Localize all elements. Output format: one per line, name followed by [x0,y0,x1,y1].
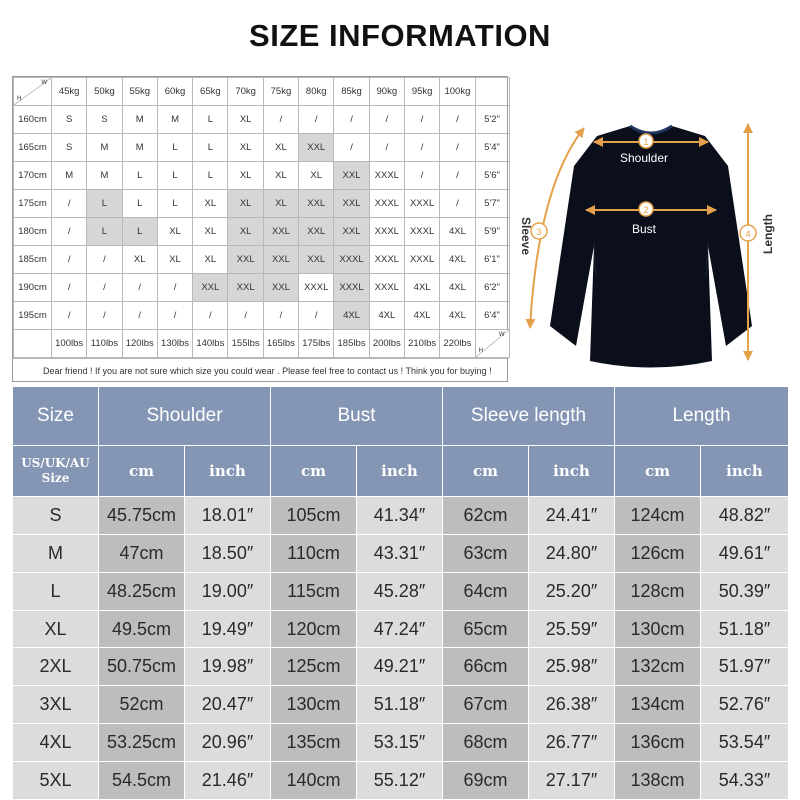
weight-lbs-footer: 100lbs [52,330,87,358]
chart-size-cell: / [263,302,298,330]
chart-size-cell: XXL [299,134,334,162]
chart-size-cell: M [122,106,157,134]
chart-size-cell: XXL [334,218,369,246]
chart-size-cell: XL [157,246,192,274]
chart-size-cell: L [157,134,192,162]
chart-size-cell: XXXL [369,218,404,246]
height-cm-label: 190cm [14,274,52,302]
chart-size-cell: / [87,246,122,274]
measurement-sleeve-cm: 66cm [443,648,529,686]
measurement-length-cm: 130cm [615,610,701,648]
measurement-length-cm: 134cm [615,686,701,724]
chart-size-cell: / [52,274,87,302]
size-row [13,572,789,610]
chart-size-cell: / [334,134,369,162]
weight-kg-header: 100kg [440,78,475,106]
height-cm-label: 160cm [14,106,52,134]
measurement-bust-cm: 110cm [271,534,357,572]
measurement-length-cm: 124cm [615,497,701,535]
unit-cm: cm [443,446,529,497]
measurement-sleeve-cm: 68cm [443,724,529,762]
height-ft-label: 5'2" [475,106,509,134]
chart-size-cell: XL [228,190,263,218]
measurement-shoulder-in: 20.47″ [185,686,271,724]
chart-size-cell: L [157,162,192,190]
chart-size-cell: / [87,274,122,302]
measurement-bust-in: 51.18″ [357,686,443,724]
chart-size-cell: / [87,302,122,330]
measurement-sleeve-in: 26.38″ [529,686,615,724]
size-row [13,497,789,535]
chart-size-cell: XL [228,162,263,190]
measurement-shoulder-cm: 48.25cm [99,572,185,610]
measurement-shoulder-in: 19.49″ [185,610,271,648]
chart-size-cell: 4XL [440,274,475,302]
chart-size-cell: XXL [228,246,263,274]
chart-row [14,274,510,302]
chart-header-row [14,78,510,106]
unit-inch: inch [701,446,789,497]
chart-header-blank [475,78,509,106]
chart-size-cell: S [52,106,87,134]
chart-size-cell: XXL [263,246,298,274]
height-weight-table [13,77,510,358]
chart-size-cell: XXXL [369,246,404,274]
svg-text:1: 1 [643,137,649,147]
chart-size-cell: / [157,274,192,302]
chart-size-cell: XXL [228,274,263,302]
measurement-bust-in: 55.12″ [357,762,443,800]
size-row [13,534,789,572]
measurement-length-cm: 128cm [615,572,701,610]
chart-row [14,218,510,246]
height-cm-label: 185cm [14,246,52,274]
weight-lbs-footer: 185lbs [334,330,369,358]
height-ft-label: 5'4" [475,134,509,162]
chart-size-cell: XXL [263,218,298,246]
chart-size-cell: / [122,302,157,330]
page-title: SIZE INFORMATION [249,18,551,53]
weight-lbs-footer: 210lbs [404,330,439,358]
size-label: 5XL [13,762,99,800]
chart-size-cell: S [87,106,122,134]
weight-kg-header: 60kg [157,78,192,106]
unit-inch: inch [185,446,271,497]
measurement-shoulder-in: 19.98″ [185,648,271,686]
chart-size-cell: XXXL [404,218,439,246]
unit-cm: cm [615,446,701,497]
chart-size-cell: XL [299,162,334,190]
size-row [13,686,789,724]
chart-size-cell: XL [228,218,263,246]
chart-row [14,162,510,190]
weight-kg-header: 80kg [299,78,334,106]
chart-footer-row [14,330,510,358]
chart-size-cell: 4XL [334,302,369,330]
weight-kg-header: 50kg [87,78,122,106]
height-ft-label: 5'7" [475,190,509,218]
chart-size-cell: L [193,106,228,134]
measurement-length-cm: 136cm [615,724,701,762]
chart-size-cell: 4XL [404,302,439,330]
chart-size-cell: M [52,162,87,190]
measurement-sleeve-in: 24.80″ [529,534,615,572]
weight-lbs-footer: 220lbs [440,330,475,358]
weight-lbs-footer: 120lbs [122,330,157,358]
chart-size-cell: / [52,246,87,274]
chart-size-cell: XXL [299,190,334,218]
chart-note: Dear friend ! If you are not sure which size you could wear . Please feel free to contact us ! Think you for buying ! [13,358,507,383]
size-label: M [13,534,99,572]
measurement-shoulder-in: 18.01″ [185,497,271,535]
weight-kg-header: 90kg [369,78,404,106]
measurement-bust-in: 53.15″ [357,724,443,762]
unit-inch: inch [357,446,443,497]
chart-row [14,190,510,218]
chart-size-cell: / [299,106,334,134]
subheader-size: US/UK/AU Size [13,446,99,497]
measurement-length-in: 53.54″ [701,724,789,762]
weight-kg-header: 70kg [228,78,263,106]
chart-size-cell: XL [263,134,298,162]
marker-2 [639,202,653,216]
shoulder-label: Shoulder [619,151,669,165]
height-cm-label: 165cm [14,134,52,162]
chart-size-cell: XL [193,190,228,218]
chart-size-cell: / [263,106,298,134]
measurement-shoulder-in: 18.50″ [185,534,271,572]
unit-cm: cm [271,446,357,497]
unit-cm: cm [99,446,185,497]
chart-size-cell: XXL [334,190,369,218]
chart-size-cell: XXXL [334,246,369,274]
chart-size-cell: L [193,134,228,162]
chart-size-cell: / [440,190,475,218]
measurement-length-in: 48.82″ [701,497,789,535]
chart-size-cell: XXL [299,218,334,246]
measurement-bust-cm: 135cm [271,724,357,762]
measurement-shoulder-in: 21.46″ [185,762,271,800]
header-length: Length [615,387,789,446]
measurement-bust-in: 49.21″ [357,648,443,686]
chart-row [14,246,510,274]
measurement-sleeve-in: 24.41″ [529,497,615,535]
measurement-bust-cm: 140cm [271,762,357,800]
chart-size-cell: / [299,302,334,330]
chart-size-cell: 4XL [369,302,404,330]
length-label: Length [761,214,775,254]
chart-size-cell: XXXL [404,246,439,274]
chart-size-cell: XL [157,218,192,246]
chart-row [14,134,510,162]
measurement-shoulder-cm: 53.25cm [99,724,185,762]
height-ft-label: 5'6" [475,162,509,190]
chart-size-cell: 4XL [404,274,439,302]
bust-label: Bust [631,222,657,236]
chart-size-cell: / [334,106,369,134]
measurement-sleeve-in: 25.20″ [529,572,615,610]
chart-size-cell: L [157,190,192,218]
size-label: XL [13,610,99,648]
subheader-row [13,446,789,497]
weight-kg-header: 45kg [52,78,87,106]
chart-size-cell: XXXL [369,274,404,302]
measurement-shoulder-cm: 54.5cm [99,762,185,800]
unit-inch: inch [529,446,615,497]
header-sleeve-length: Sleeve length [443,387,615,446]
chart-size-cell: / [52,302,87,330]
measurement-sleeve-cm: 62cm [443,497,529,535]
size-measurement-table [12,386,789,800]
chart-size-cell: XXXL [334,274,369,302]
chart-size-cell: L [122,218,157,246]
chart-size-cell: 4XL [440,246,475,274]
height-cm-label: 180cm [14,218,52,246]
measurement-shoulder-cm: 49.5cm [99,610,185,648]
chart-size-cell: M [122,134,157,162]
measurement-shoulder-in: 20.96″ [185,724,271,762]
measurement-sleeve-in: 25.98″ [529,648,615,686]
svg-text:4: 4 [745,229,751,239]
measurement-length-in: 54.33″ [701,762,789,800]
chart-size-cell: L [87,218,122,246]
chart-size-cell: / [369,134,404,162]
measurement-shoulder-cm: 45.75cm [99,497,185,535]
measurement-bust-in: 41.34″ [357,497,443,535]
chart-size-cell: / [193,302,228,330]
size-row [13,610,789,648]
height-ft-label: 6'2" [475,274,509,302]
weight-kg-header: 85kg [334,78,369,106]
header-shoulder: Shoulder [99,387,271,446]
measurement-sleeve-cm: 69cm [443,762,529,800]
chart-size-cell: XXXL [404,190,439,218]
height-ft-label: 5'9" [475,218,509,246]
weight-lbs-footer: 155lbs [228,330,263,358]
svg-text:3: 3 [536,227,542,237]
chart-size-cell: / [404,106,439,134]
measurement-shoulder-cm: 52cm [99,686,185,724]
chart-size-cell: L [122,190,157,218]
chart-size-cell: XL [263,162,298,190]
measurement-shoulder-in: 19.00″ [185,572,271,610]
measurement-sleeve-in: 25.59″ [529,610,615,648]
sweater-illustration [512,76,790,382]
chart-size-cell: XL [228,134,263,162]
height-ft-label: 6'4" [475,302,509,330]
chart-size-cell: / [122,274,157,302]
chart-size-cell: / [369,106,404,134]
chart-size-cell: XL [193,218,228,246]
chart-corner-cell-bottom [475,330,509,358]
chart-size-cell: L [193,162,228,190]
weight-lbs-footer: 175lbs [299,330,334,358]
measurement-bust-in: 43.31″ [357,534,443,572]
weight-lbs-footer: 110lbs [87,330,122,358]
height-weight-chart [12,76,508,382]
weight-kg-header: 95kg [404,78,439,106]
measurement-sleeve-cm: 63cm [443,534,529,572]
chart-size-cell: M [157,106,192,134]
measurement-bust-in: 47.24″ [357,610,443,648]
chart-size-cell: M [87,162,122,190]
chart-size-cell: XL [193,246,228,274]
header-row [13,387,789,446]
measurement-sleeve-cm: 64cm [443,572,529,610]
measurement-figure [512,76,790,382]
size-row [13,724,789,762]
measurement-sleeve-cm: 67cm [443,686,529,724]
weight-kg-header: 75kg [263,78,298,106]
size-label: 4XL [13,724,99,762]
corner-height-label: H [478,348,483,354]
header-bust: Bust [271,387,443,446]
chart-size-cell: / [404,162,439,190]
chart-size-cell: 4XL [440,218,475,246]
measurement-length-in: 51.18″ [701,610,789,648]
height-cm-label: 175cm [14,190,52,218]
chart-size-cell: S [52,134,87,162]
chart-size-cell: 4XL [440,302,475,330]
chart-size-cell: / [52,190,87,218]
marker-1 [639,134,653,148]
measurement-bust-in: 45.28″ [357,572,443,610]
measurement-bust-cm: 120cm [271,610,357,648]
svg-text:2: 2 [643,205,649,215]
chart-size-cell: XXL [334,162,369,190]
chart-size-cell: XXL [193,274,228,302]
corner-height-label: H [17,96,22,102]
measurement-length-in: 49.61″ [701,534,789,572]
chart-row [14,302,510,330]
height-ft-label: 6'1" [475,246,509,274]
chart-footer-blank [14,330,52,358]
size-label: 2XL [13,648,99,686]
measurement-length-in: 52.76″ [701,686,789,724]
size-label: S [13,497,99,535]
measurement-bust-cm: 115cm [271,572,357,610]
chart-size-cell: / [404,134,439,162]
weight-lbs-footer: 130lbs [157,330,192,358]
measurement-length-cm: 132cm [615,648,701,686]
header-size: Size [13,387,99,446]
measurement-length-in: 50.39″ [701,572,789,610]
chart-size-cell: XXXL [369,190,404,218]
measurement-length-cm: 126cm [615,534,701,572]
height-cm-label: 195cm [14,302,52,330]
measurement-sleeve-cm: 65cm [443,610,529,648]
size-row [13,648,789,686]
chart-size-cell: XXL [263,274,298,302]
measurement-length-in: 51.97″ [701,648,789,686]
measurement-shoulder-cm: 47cm [99,534,185,572]
chart-size-cell: XL [263,190,298,218]
weight-kg-header: 65kg [193,78,228,106]
measurement-bust-cm: 130cm [271,686,357,724]
size-label: L [13,572,99,610]
corner-weight-label: W [498,332,505,338]
chart-size-cell: / [52,218,87,246]
weight-lbs-footer: 200lbs [369,330,404,358]
height-cm-label: 170cm [14,162,52,190]
chart-size-cell: XL [122,246,157,274]
measurement-shoulder-cm: 50.75cm [99,648,185,686]
measurement-length-cm: 138cm [615,762,701,800]
size-label: 3XL [13,686,99,724]
measurement-sleeve-in: 27.17″ [529,762,615,800]
chart-size-cell: XXXL [369,162,404,190]
measurement-bust-cm: 105cm [271,497,357,535]
chart-size-cell: / [228,302,263,330]
corner-weight-label: W [41,80,47,86]
chart-size-cell: XL [228,106,263,134]
weight-lbs-footer: 140lbs [193,330,228,358]
measurement-sleeve-in: 26.77″ [529,724,615,762]
measurement-bust-cm: 125cm [271,648,357,686]
chart-corner-cell [14,78,52,106]
chart-size-cell: / [440,162,475,190]
size-row [13,762,789,800]
chart-size-cell: / [440,134,475,162]
chart-size-cell: / [157,302,192,330]
weight-lbs-footer: 165lbs [263,330,298,358]
chart-size-cell: M [87,134,122,162]
marker-4 [740,225,756,241]
sleeve-label: Sleeve [519,216,533,256]
chart-row [14,106,510,134]
chart-size-cell: L [122,162,157,190]
chart-size-cell: / [440,106,475,134]
weight-kg-header: 55kg [122,78,157,106]
chart-size-cell: L [87,190,122,218]
chart-size-cell: XXL [299,246,334,274]
chart-size-cell: XXXL [299,274,334,302]
